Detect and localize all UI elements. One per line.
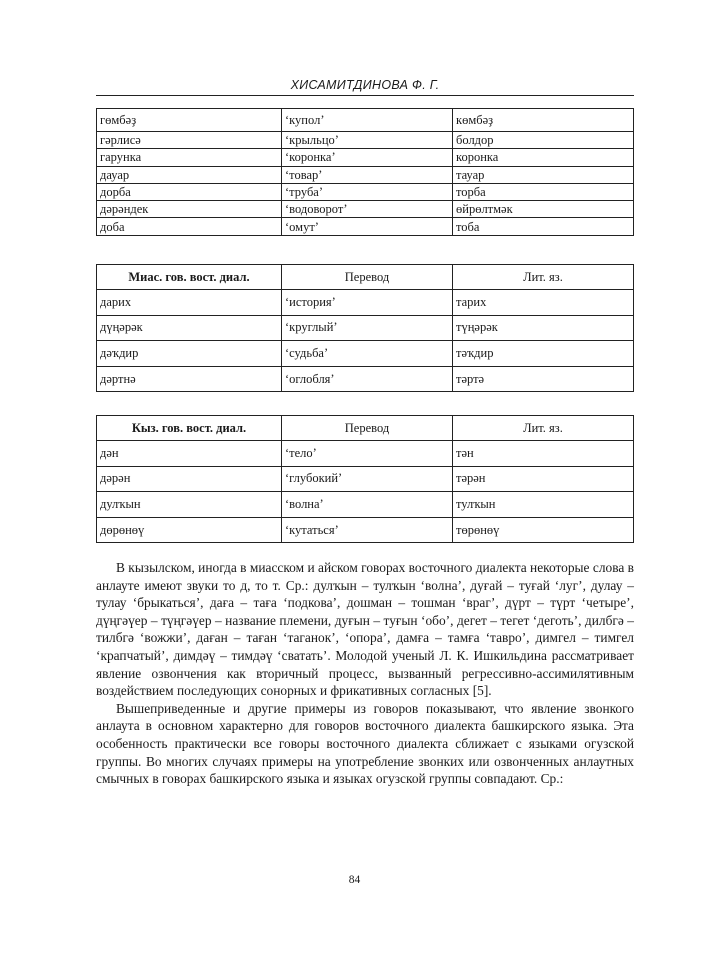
table-row bbox=[97, 218, 634, 235]
table-cell: өйрөлтмәк bbox=[453, 201, 634, 218]
table-cell: дәҡдир bbox=[97, 341, 282, 367]
table-cell: ‘кутаться’ bbox=[282, 517, 453, 543]
table-cell: тоба bbox=[453, 218, 634, 235]
table-row bbox=[97, 149, 634, 166]
table-row bbox=[97, 132, 634, 149]
table-cell: ‘круглый’ bbox=[282, 315, 453, 341]
word-table-kyzyl bbox=[96, 415, 634, 543]
header-rule bbox=[96, 95, 634, 96]
body-text bbox=[96, 559, 634, 788]
table-cell: көмбәҙ bbox=[453, 109, 634, 132]
table-cell: дәрәндек bbox=[97, 201, 282, 218]
table-header-row bbox=[97, 416, 634, 441]
running-head: ХИСАМИТДИНОВА Ф. Г. bbox=[290, 78, 440, 92]
table-cell: тән bbox=[453, 441, 634, 467]
table-cell: ‘омут’ bbox=[282, 218, 453, 235]
table-row bbox=[97, 166, 634, 183]
table-cell: төрөнөү bbox=[453, 517, 634, 543]
table-cell: ‘водоворот’ bbox=[282, 201, 453, 218]
column-header-literary: Лит. яз. bbox=[453, 265, 634, 290]
table-cell: ‘волна’ bbox=[282, 492, 453, 518]
word-table-miass bbox=[96, 264, 634, 392]
column-header-dialect: Кыз. гов. вост. диал. bbox=[97, 416, 282, 441]
table-row bbox=[97, 201, 634, 218]
table-cell: ‘крыльцо’ bbox=[282, 132, 453, 149]
table-cell: дөрөнөү bbox=[97, 517, 282, 543]
table-cell: тәртә bbox=[453, 366, 634, 392]
table-cell: тарих bbox=[453, 290, 634, 316]
column-header-dialect: Миас. гов. вост. диал. bbox=[97, 265, 282, 290]
table-cell: болдор bbox=[453, 132, 634, 149]
page-number: 84 bbox=[348, 874, 361, 886]
table-row bbox=[97, 366, 634, 392]
table-cell: гөмбәҙ bbox=[97, 109, 282, 132]
table-cell: дән bbox=[97, 441, 282, 467]
table-row bbox=[97, 183, 634, 200]
table-cell: ‘труба’ bbox=[282, 183, 453, 200]
table-row bbox=[97, 315, 634, 341]
column-header-translation: Перевод bbox=[282, 416, 453, 441]
table-cell: дүңәрәк bbox=[97, 315, 282, 341]
column-header-translation: Перевод bbox=[282, 265, 453, 290]
table-row bbox=[97, 517, 634, 543]
table-cell: тулҡын bbox=[453, 492, 634, 518]
paragraph: В кызылском, иногда в миасском и айском говорах восточного диалекта некоторые слова в анлауте имеют звуки то д, то т. Ср.: дулҡын – тулҡын ‘волна’, дуғай – туғай ‘луг’, дулау – тулау ‘брыкаться’, даға – таға ‘подкова’, дошман – тошман ‘враг’, дүрт – түрт ‘четыре’, дүңгәүер – түңгәүер – название племени, дуғын – туғын ‘обо’, дегет – тегет ‘деготь’, дилбгә – тилбгә ‘вожжи’, даған – таған ‘таганок’, ‘опора’, дамға – тамға ‘тавро’, димгел – тимгел ‘крапчатый’, димдәү – тимдәү ‘сватать’. Молодой ученый Л. К. Ишкильдина рассматривает явление озвончения как вторичный процесс, вызванный регрессивно-ассимилятивным воздействием последующих сонорных и фрикативных согласных [5]. bbox=[96, 560, 634, 699]
paragraph: Вышеприведенные и другие примеры из говоров показывают, что явление звонкого анлаута в основном характерно для говоров восточного диалекта башкирского языка. Эта особенность практически все говоры восточного диалекта сближает с языками огузской группы. Во многих случаях примеры на употребление звонких или озвонченных анлаутных смычных в говорах башкирского языка и языках огузской группы совпадают. Ср.: bbox=[96, 700, 634, 787]
table-cell: тауар bbox=[453, 166, 634, 183]
table-cell: ‘коронка’ bbox=[282, 149, 453, 166]
table-cell: ‘оглобля’ bbox=[282, 366, 453, 392]
table-cell: дорба bbox=[97, 183, 282, 200]
table-cell: ‘судьба’ bbox=[282, 341, 453, 367]
table-cell: дауар bbox=[97, 166, 282, 183]
table-row bbox=[97, 290, 634, 316]
word-table-1 bbox=[96, 108, 634, 236]
column-header-literary: Лит. яз. bbox=[453, 416, 634, 441]
table-row bbox=[97, 341, 634, 367]
table-cell: дәрән bbox=[97, 466, 282, 492]
table-cell: доба bbox=[97, 218, 282, 235]
table-row bbox=[97, 441, 634, 467]
table-row bbox=[97, 109, 634, 132]
table-cell: коронка bbox=[453, 149, 634, 166]
table-cell: гарунка bbox=[97, 149, 282, 166]
table-row bbox=[97, 492, 634, 518]
table-cell: дәртнә bbox=[97, 366, 282, 392]
table-cell: дарих bbox=[97, 290, 282, 316]
table-row bbox=[97, 466, 634, 492]
table-cell: ‘товар’ bbox=[282, 166, 453, 183]
table-cell: гәрлисә bbox=[97, 132, 282, 149]
table-cell: ‘купол’ bbox=[282, 109, 453, 132]
table-cell: дулҡын bbox=[97, 492, 282, 518]
table-cell: ‘глубокий’ bbox=[282, 466, 453, 492]
table-cell: торба bbox=[453, 183, 634, 200]
table-cell: түңәрәк bbox=[453, 315, 634, 341]
table-cell: тәҡдир bbox=[453, 341, 634, 367]
table-cell: ‘тело’ bbox=[282, 441, 453, 467]
table-cell: тәрән bbox=[453, 466, 634, 492]
table-cell: ‘история’ bbox=[282, 290, 453, 316]
table-header-row bbox=[97, 265, 634, 290]
